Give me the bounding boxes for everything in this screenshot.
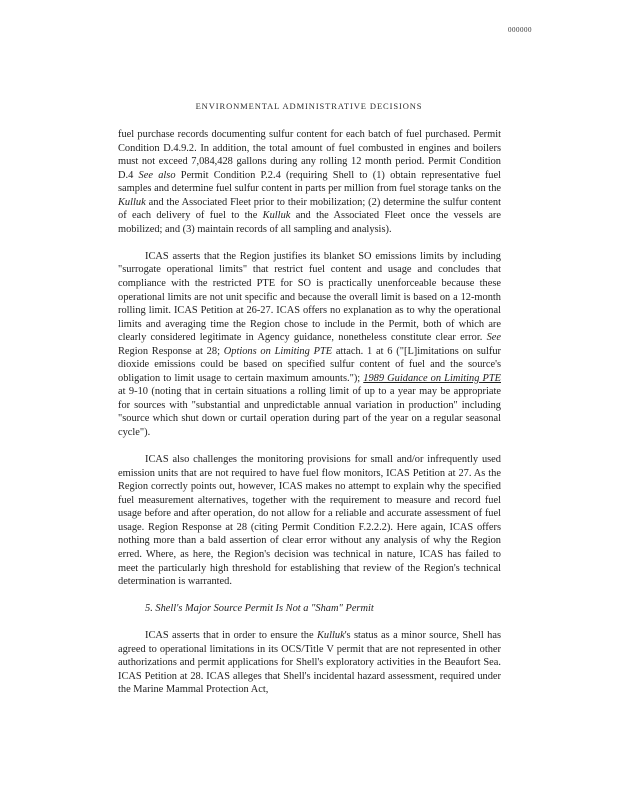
page-body bbox=[118, 128, 501, 697]
paragraph-3: ICAS also challenges the monitoring provisions for small and/or infrequently used emission units that are not required to have fuel flow monitors, ICAS Petition at 27. As the Region correctly points out, however, ICAS makes no attempt to explain why the specified fuel measurement alternatives, together with the requirement to measure and record fuel usage before and after operation, do not allow for a reliable and accurate assessment of fuel usage. Region Response at 28 (citing Permit Condition F.2.2.2). Here again, ICAS offers nothing more than a bald assertion of clear error without any analysis of why the Region erred. Where, as here, the Region's decision was technical in nature, ICAS has failed to meet the particularly high threshold for establishing that review of the Region's technical determination is warranted. bbox=[118, 454, 501, 588]
section-heading: 5. Shell's Major Source Permit Is Not a "Sham" Permit bbox=[145, 603, 374, 615]
paragraph-1: fuel purchase records documenting sulfur content for each batch of fuel purchased. Permit Condition D.4.9.2. In addition, the total amount of fuel combusted in engines and boilers must not exceed 7,084,428 gallons during any rolling 12 month period. Permit Condition D.4 See also Permit Condition P.2.4 (requiring Shell to (1) obtain representative fuel samples and determine fuel sulfur content in parts per million from fuel storage tanks on the Kulluk and the Associated Fleet prior to their mobilization; (2) determine the sulfur content of each delivery of fuel to the Kulluk and the Associated Fleet once the vessels are mobilized; and (3) maintain records of all sampling and analysis). bbox=[118, 129, 501, 235]
page-number: 000000 bbox=[508, 26, 532, 34]
paragraph-2: ICAS asserts that the Region justifies its blanket SO emissions limits by including "surrogate operational limits" that restrict fuel content and usage and concludes that compliance with the restricted PTE for SO is practically unenforceable because these operational limits are not unit specific and because the overall limit is based on a 12-month rolling limit. ICAS Petition at 26-27. ICAS offers no explanation as to why the operational limits and averaging time the Region chose to include in the Permit, both of which are clearly considered legitimate in Agency guidance, nonetheless constitute clear error. See Region Response at 28; Options on Limiting PTE attach. 1 at 6 ("[L]imitations on sulfur dioxide emissions could be based on specified sulfur content of fuel and the source's obligation to limit usage to certain maximum amounts."); 1989 Guidance on Limiting PTE at 9-10 (noting that in certain situations a rolling limit of up to a year may be appropriate for sources with "substantial and unpredictable annual variation in production" including "source which shut down or curtail operation during part of the year on a regular seasonal cycle"). bbox=[118, 250, 502, 439]
running-head: ENVIRONMENTAL ADMINISTRATIVE DECISIONS bbox=[195, 101, 423, 111]
paragraph-4: ICAS asserts that in order to ensure the Kulluk's status as a minor source, Shell has agreed to operational limitations in its OCS/Title V permit that are not represented in other authorizations and permit applications for Shell's exploratory activities in the Beaufort Sea. ICAS Petition at 28. ICAS alleges that Shell's incidental hazard assessment, required under the Marine Mammal Protection Act, bbox=[118, 630, 502, 696]
